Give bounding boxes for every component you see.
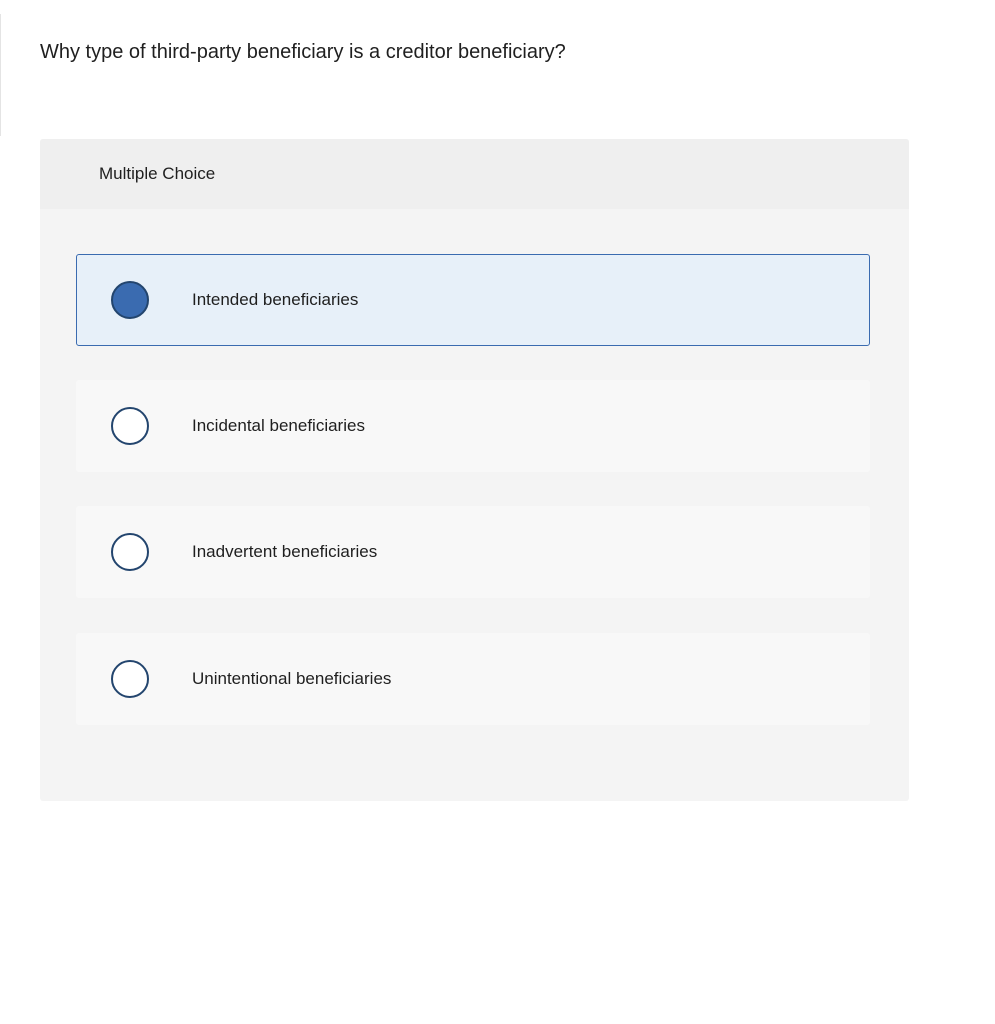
panel-header [40, 139, 909, 209]
radio-selected-icon[interactable] [111, 281, 149, 319]
multiple-choice-panel [40, 139, 909, 801]
radio-unselected-icon[interactable] [111, 407, 149, 445]
panel-header-label: Multiple Choice [99, 164, 216, 183]
choice-option-4[interactable] [76, 633, 870, 725]
choice-label: Inadvertent beneficiaries [192, 542, 378, 561]
choice-option-1[interactable] [76, 254, 870, 346]
question-text: Why type of third-party beneficiary is a creditor beneficiary? [40, 41, 566, 63]
choice-label: Incidental beneficiaries [192, 416, 365, 435]
choice-label: Intended beneficiaries [192, 290, 359, 309]
radio-unselected-icon[interactable] [111, 660, 149, 698]
radio-unselected-icon[interactable] [111, 533, 149, 571]
choice-option-2[interactable] [76, 380, 870, 472]
left-divider [0, 14, 1, 136]
choice-option-3[interactable] [76, 506, 870, 598]
choice-label: Unintentional beneficiaries [192, 669, 392, 688]
